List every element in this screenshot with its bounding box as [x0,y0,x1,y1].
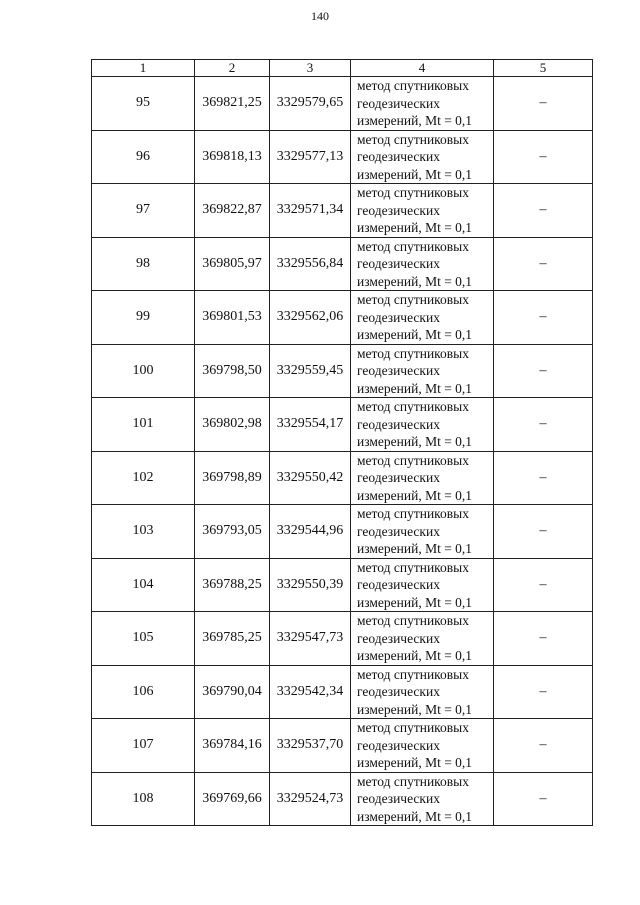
method-cell [351,505,494,559]
method-line-1: метод спутниковых [357,506,469,521]
point-number: 102 [92,451,195,505]
column-header-3: 3 [270,60,351,77]
point-number: 99 [92,291,195,345]
page-number: 140 [311,9,329,23]
point-number: 108 [92,772,195,826]
extra-value: – [494,558,593,612]
table-header-row [92,60,593,77]
method-line-2: геодезических [357,470,440,485]
method-line-2: геодезических [357,416,440,432]
coordinate-x: 369769,66 [195,772,270,826]
table-row [92,558,593,612]
method-line-2: геодезических [357,363,440,378]
point-number: 103 [92,505,195,559]
column-header-4: 4 [351,60,494,77]
point-number: 101 [92,398,195,452]
point-number: 106 [92,665,195,719]
coordinate-x: 369798,89 [195,451,270,505]
column-header-1: 1 [92,60,195,77]
coordinate-y: 3329556,84 [270,237,351,291]
table-row [92,398,593,452]
column-header-5: 5 [494,60,593,77]
extra-value: – [494,451,593,505]
table-row [92,184,593,238]
method-line-2: геодезических [357,523,440,539]
table-row [92,291,593,345]
extra-value: – [494,665,593,719]
table-row [92,130,593,184]
method-line-1: метод спутниковых [357,773,469,789]
coordinate-x: 369788,25 [195,558,270,612]
method-line-1: метод спутниковых [357,559,469,575]
table-row [92,505,593,559]
table-row [92,665,593,719]
method-line-3: измерений, Mt = 0,1 [357,380,473,396]
extra-value: – [494,77,593,131]
method-line-3: измерений, Mt = 0,1 [357,113,473,128]
coordinate-x: 369798,50 [195,344,270,398]
method-line-2: геодезических [357,202,440,218]
point-number: 96 [92,130,195,184]
coordinate-x: 369790,04 [195,665,270,719]
extra-value: – [494,130,593,184]
method-line-1: метод спутниковых [357,452,469,468]
extra-value: – [494,237,593,291]
method-line-1: метод спутниковых [357,666,469,682]
table-row [92,612,593,666]
point-number: 104 [92,558,195,612]
method-line-2: геодезических [357,95,440,111]
coordinate-y: 3329524,73 [270,772,351,826]
coordinate-y: 3329577,13 [270,130,351,184]
method-line-2: геодезических [357,149,440,164]
method-line-3: измерений, Mt = 0,1 [357,541,473,556]
coordinate-y: 3329562,06 [270,291,351,345]
coordinate-x: 369822,87 [195,184,270,238]
point-number: 100 [92,344,195,398]
method-cell [351,77,494,131]
point-number: 97 [92,184,195,238]
method-line-2: геодезических [357,256,440,271]
method-line-1: метод спутниковых [357,399,469,414]
method-line-3: измерений, Mt = 0,1 [357,701,473,717]
extra-value: – [494,291,593,345]
method-line-3: измерений, Mt = 0,1 [357,220,473,235]
table-row [92,719,593,773]
point-number: 107 [92,719,195,773]
extra-value: – [494,612,593,666]
table-row [92,237,593,291]
method-line-1: метод спутниковых [357,185,469,200]
coordinate-x: 369821,25 [195,77,270,131]
method-line-3: измерений, Mt = 0,1 [357,808,473,824]
coordinate-x: 369802,98 [195,398,270,452]
method-line-3: измерений, Mt = 0,1 [357,166,473,182]
method-line-1: метод спутниковых [357,720,469,735]
extra-value: – [494,184,593,238]
method-line-3: измерений, Mt = 0,1 [357,487,473,503]
extra-value: – [494,505,593,559]
method-line-2: геодезических [357,684,440,699]
coordinate-y: 3329550,39 [270,558,351,612]
method-cell [351,719,494,773]
method-cell [351,398,494,452]
method-cell [351,612,494,666]
coordinate-y: 3329559,45 [270,344,351,398]
point-number: 105 [92,612,195,666]
coordinates-table [91,59,593,826]
method-line-1: метод спутниковых [357,613,469,628]
method-cell [351,558,494,612]
method-line-2: геодезических [357,577,440,592]
point-number: 95 [92,77,195,131]
method-line-1: метод спутниковых [357,78,469,93]
table-row [92,77,593,131]
method-line-2: геодезических [357,309,440,325]
coordinate-x: 369818,13 [195,130,270,184]
method-cell [351,130,494,184]
method-cell [351,344,494,398]
method-line-2: геодезических [357,630,440,646]
method-line-1: метод спутниковых [357,131,469,147]
method-line-3: измерений, Mt = 0,1 [357,594,473,610]
coordinate-y: 3329542,34 [270,665,351,719]
method-line-2: геодезических [357,791,440,806]
coordinate-y: 3329579,65 [270,77,351,131]
coordinate-y: 3329571,34 [270,184,351,238]
extra-value: – [494,772,593,826]
extra-value: – [494,344,593,398]
coordinate-y: 3329547,73 [270,612,351,666]
coordinate-y: 3329554,17 [270,398,351,452]
method-cell [351,237,494,291]
extra-value: – [494,719,593,773]
table-row [92,772,593,826]
table-row [92,451,593,505]
method-cell [351,184,494,238]
method-line-1: метод спутниковых [357,238,469,254]
coordinate-x: 369785,25 [195,612,270,666]
coordinate-y: 3329544,96 [270,505,351,559]
method-cell [351,665,494,719]
table-row [92,344,593,398]
method-line-3: измерений, Mt = 0,1 [357,755,473,770]
method-line-1: метод спутниковых [357,292,469,307]
coordinate-y: 3329537,70 [270,719,351,773]
coordinate-x: 369801,53 [195,291,270,345]
method-line-3: измерений, Mt = 0,1 [357,327,473,342]
coordinate-x: 369805,97 [195,237,270,291]
point-number: 98 [92,237,195,291]
column-header-2: 2 [195,60,270,77]
method-line-1: метод спутниковых [357,345,469,361]
method-line-3: измерений, Mt = 0,1 [357,434,473,449]
method-line-3: измерений, Mt = 0,1 [357,648,473,663]
method-cell [351,451,494,505]
extra-value: – [494,398,593,452]
method-line-3: измерений, Mt = 0,1 [357,273,473,289]
method-cell [351,772,494,826]
coordinate-y: 3329550,42 [270,451,351,505]
coordinate-x: 369784,16 [195,719,270,773]
coordinate-x: 369793,05 [195,505,270,559]
method-line-2: геодезических [357,737,440,753]
method-cell [351,291,494,345]
